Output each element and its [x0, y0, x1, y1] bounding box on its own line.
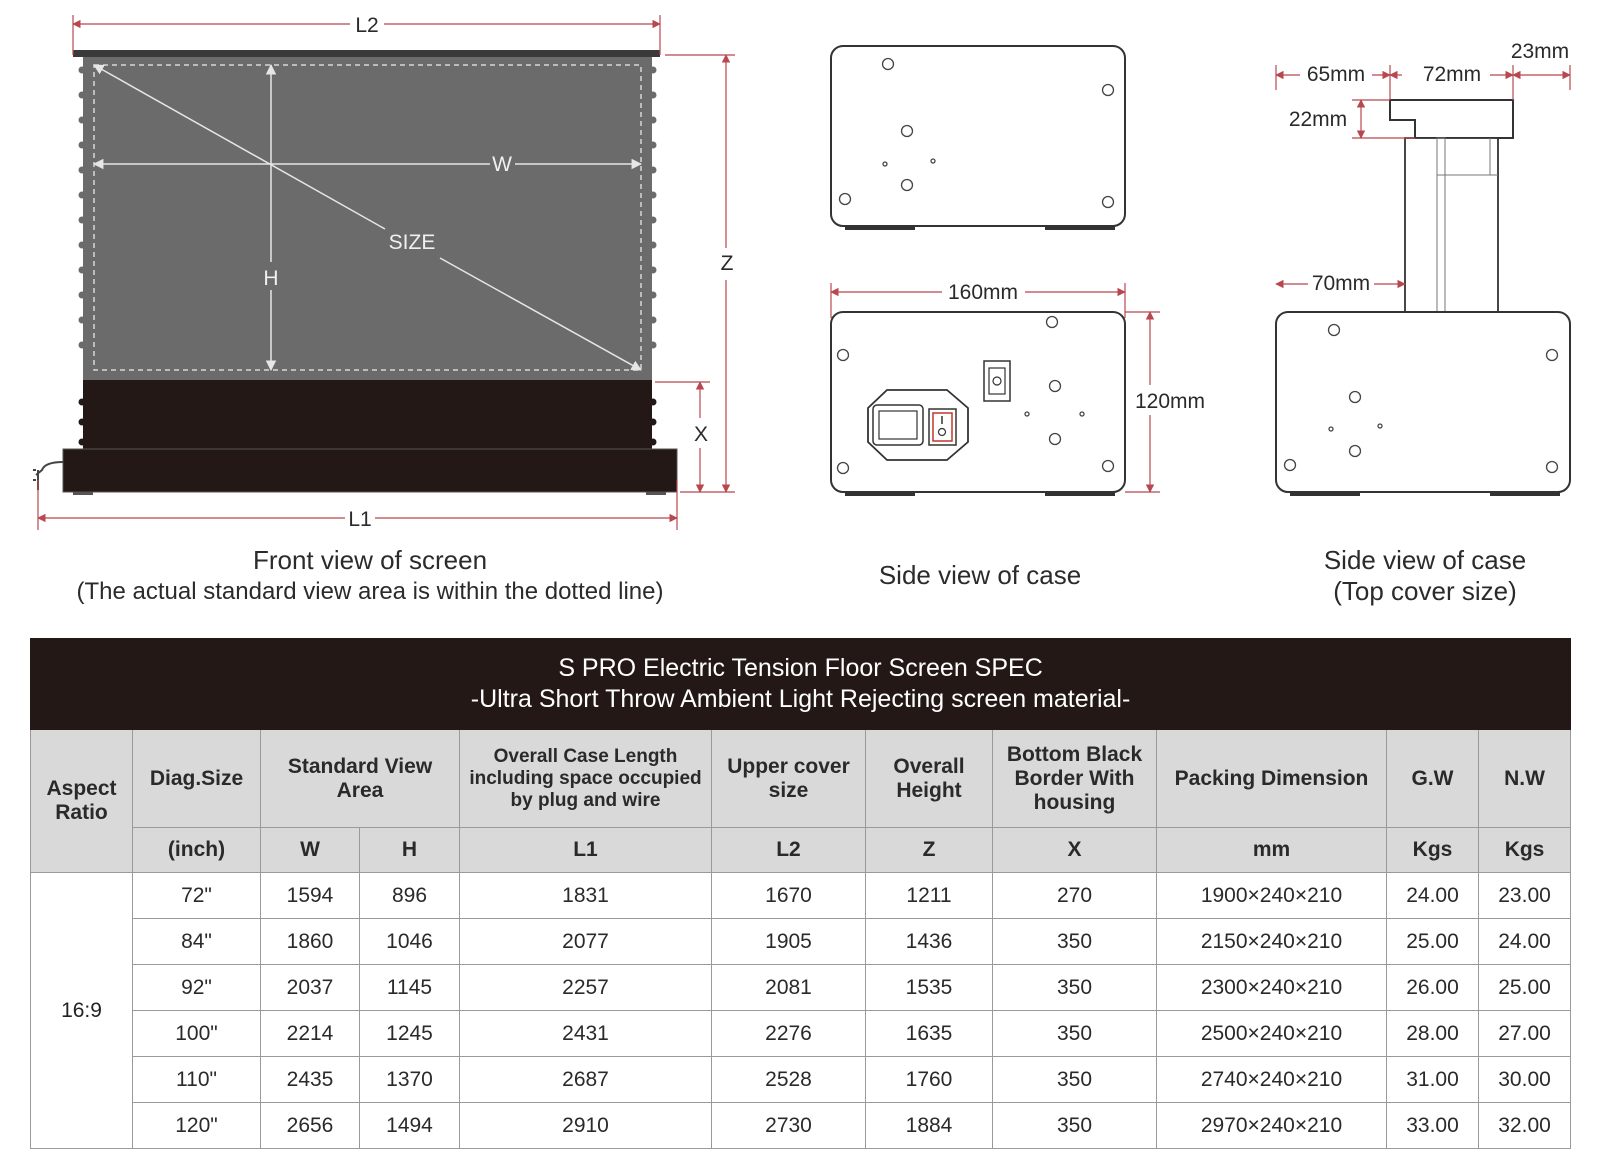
- table-cell: 31.00: [1387, 1057, 1479, 1103]
- table-cell: 1900×240×210: [1157, 873, 1387, 919]
- screen-case: [63, 449, 677, 492]
- table-title-row: [31, 639, 1571, 730]
- side-view-caption: [830, 560, 1130, 591]
- label-22mm: 22mm: [1288, 108, 1348, 131]
- table-cell: 2687: [460, 1057, 712, 1103]
- table-cell: 25.00: [1479, 965, 1571, 1011]
- table-title-line1: S PRO Electric Tension Floor Screen SPEC: [558, 654, 1043, 682]
- front-view-caption: [40, 545, 700, 607]
- case-top-view: [831, 46, 1125, 226]
- spec-table: [30, 638, 1571, 1149]
- table-cell: 30.00: [1479, 1057, 1571, 1103]
- table-cell: 2500×240×210: [1157, 1011, 1387, 1057]
- table-cell: 2435: [261, 1057, 360, 1103]
- side-view-caption-title: Side view of case: [878, 560, 1082, 590]
- table-cell: 2037: [261, 965, 360, 1011]
- top-cover-drawing: [1276, 40, 1570, 496]
- table-cell: 2910: [460, 1103, 712, 1149]
- table-row: [31, 873, 1571, 919]
- table-cell: 1860: [261, 919, 360, 965]
- table-row: [31, 1057, 1571, 1103]
- table-cell: 350: [993, 965, 1157, 1011]
- table-cell: 1046: [360, 919, 460, 965]
- table-cell: 2214: [261, 1011, 360, 1057]
- table-unit-row: [31, 828, 1571, 873]
- unit-cell: L1: [460, 828, 712, 873]
- table-cell: 24.00: [1479, 919, 1571, 965]
- label-70mm: 70mm: [1311, 272, 1371, 295]
- table-row: [31, 965, 1571, 1011]
- table-cell: 270: [993, 873, 1157, 919]
- header-aspect-ratio: Aspect Ratio: [31, 730, 133, 873]
- label-65mm: 65mm: [1306, 63, 1366, 86]
- table-body: [31, 873, 1571, 1149]
- label-x: X: [693, 423, 709, 446]
- case-body: [1276, 312, 1570, 492]
- table-cell: 1211: [866, 873, 993, 919]
- table-cell: 1245: [360, 1011, 460, 1057]
- label-z: Z: [720, 252, 734, 275]
- unit-cell: (inch): [133, 828, 261, 873]
- header-overall-case-length: Overall Case Length including space occupied by plug and wire: [460, 730, 712, 828]
- table-row: [31, 1011, 1571, 1057]
- table-cell: 350: [993, 1103, 1157, 1149]
- table-cell: 1905: [712, 919, 866, 965]
- table-cell: 896: [360, 873, 460, 919]
- label-120mm: 120mm: [1134, 390, 1206, 413]
- table-cell: 2970×240×210: [1157, 1103, 1387, 1149]
- table-cell: 120": [133, 1103, 261, 1149]
- table-row: [31, 1103, 1571, 1149]
- label-160mm: 160mm: [947, 281, 1019, 304]
- label-l2: L2: [355, 14, 379, 37]
- unit-cell: L2: [712, 828, 866, 873]
- table-cell: 2081: [712, 965, 866, 1011]
- table-cell: 350: [993, 919, 1157, 965]
- table-cell: 32.00: [1479, 1103, 1571, 1149]
- small-switch-icon: [984, 361, 1010, 401]
- front-view-drawing: [33, 14, 735, 531]
- table-cell: 350: [993, 1057, 1157, 1103]
- bottom-black-border: [83, 380, 652, 449]
- table-cell: 1145: [360, 965, 460, 1011]
- table-cell: 92": [133, 965, 261, 1011]
- table-cell: 1670: [712, 873, 866, 919]
- table-cell: 25.00: [1387, 919, 1479, 965]
- table-cell: 2656: [261, 1103, 360, 1149]
- top-cover-caption-title: Side view of case: [1323, 545, 1527, 575]
- side-view-drawing: [831, 46, 1205, 496]
- header-nw: N.W: [1479, 730, 1571, 828]
- header-overall-height: Overall Height: [866, 730, 993, 828]
- header-diag-size: Diag.Size: [133, 730, 261, 828]
- label-l1: L1: [348, 508, 372, 531]
- unit-cell: H: [360, 828, 460, 873]
- unit-cell: Kgs: [1479, 828, 1571, 873]
- table-cell: 24.00: [1387, 873, 1479, 919]
- table-cell: 33.00: [1387, 1103, 1479, 1149]
- table-cell: 27.00: [1479, 1011, 1571, 1057]
- front-view-caption-title: Front view of screen: [252, 545, 488, 575]
- table-cell: 110": [133, 1057, 261, 1103]
- unit-cell: mm: [1157, 828, 1387, 873]
- table-cell: 2276: [712, 1011, 866, 1057]
- table-cell: 350: [993, 1011, 1157, 1057]
- table-cell: 1831: [460, 873, 712, 919]
- table-cell: 28.00: [1387, 1011, 1479, 1057]
- table-cell: 2730: [712, 1103, 866, 1149]
- table-cell: 1436: [866, 919, 993, 965]
- table-cell: 2150×240×210: [1157, 919, 1387, 965]
- table-cell: 1635: [866, 1011, 993, 1057]
- header-standard-view-area: Standard View Area: [261, 730, 460, 828]
- unit-cell: W: [261, 828, 360, 873]
- table-cell: 72": [133, 873, 261, 919]
- header-gw: G.W: [1387, 730, 1479, 828]
- label-23mm: 23mm: [1510, 40, 1570, 63]
- table-cell: 23.00: [1479, 873, 1571, 919]
- table-row: [31, 919, 1571, 965]
- table-cell: 1494: [360, 1103, 460, 1149]
- table-cell: 1884: [866, 1103, 993, 1149]
- header-bottom-black-border: Bottom Black Border With housing: [993, 730, 1157, 828]
- unit-cell: X: [993, 828, 1157, 873]
- table-cell: 26.00: [1387, 965, 1479, 1011]
- table-cell: 2528: [712, 1057, 866, 1103]
- label-w: W: [492, 153, 512, 176]
- table-cell: 2257: [460, 965, 712, 1011]
- front-view-caption-note: (The actual standard view area is within the dotted line): [76, 578, 664, 605]
- table-cell: 2077: [460, 919, 712, 965]
- aspect-ratio-value: 16:9: [31, 873, 133, 1149]
- label-72mm: 72mm: [1422, 63, 1482, 86]
- table-cell: 1370: [360, 1057, 460, 1103]
- table-cell: 2431: [460, 1011, 712, 1057]
- top-cover-caption-note: (Top cover size): [1333, 576, 1517, 606]
- label-h: H: [263, 267, 279, 290]
- table-cell: 2300×240×210: [1157, 965, 1387, 1011]
- unit-cell: Kgs: [1387, 828, 1479, 873]
- table-cell: 1535: [866, 965, 993, 1011]
- top-cover-shape: [1390, 100, 1513, 138]
- header-packing-dimension: Packing Dimension: [1157, 730, 1387, 828]
- table-title: [31, 639, 1571, 730]
- table-title-line2: -Ultra Short Throw Ambient Light Rejecting screen material-: [470, 685, 1131, 713]
- table-cell: 100": [133, 1011, 261, 1057]
- header-upper-cover-size: Upper cover size: [712, 730, 866, 828]
- unit-cell: Z: [866, 828, 993, 873]
- table-cell: 84": [133, 919, 261, 965]
- table-header-row: [31, 730, 1571, 828]
- top-cover-caption: [1270, 545, 1580, 607]
- label-size: SIZE: [388, 231, 436, 254]
- table-cell: 1594: [261, 873, 360, 919]
- screen-top-bar: [73, 50, 660, 57]
- support-pole: [1405, 138, 1498, 312]
- table-cell: 1760: [866, 1057, 993, 1103]
- table-cell: 2740×240×210: [1157, 1057, 1387, 1103]
